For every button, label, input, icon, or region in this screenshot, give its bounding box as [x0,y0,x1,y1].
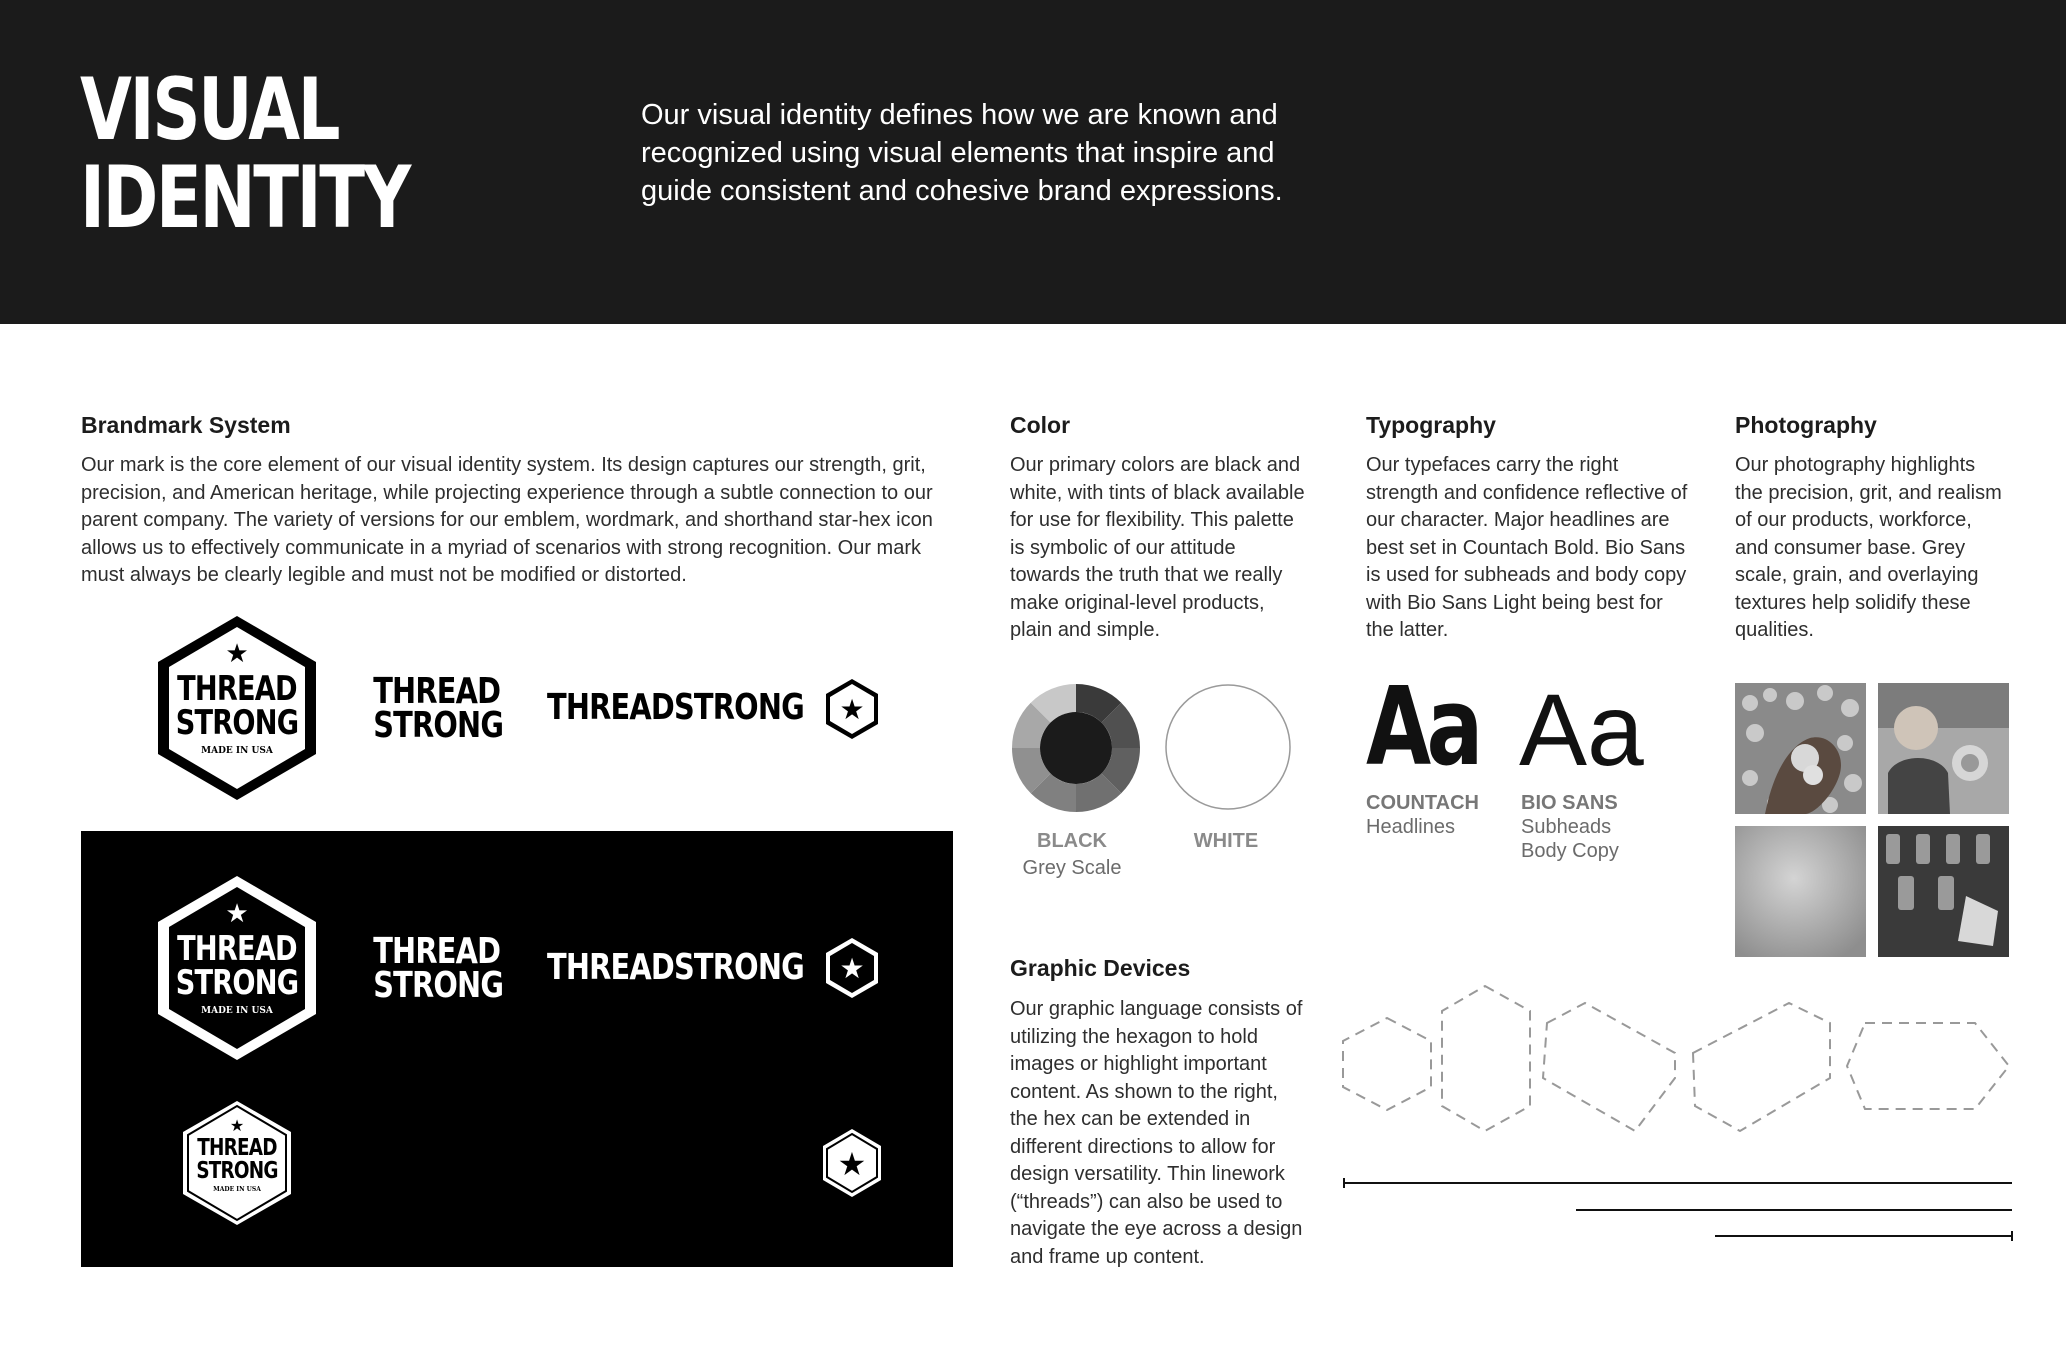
photography-body: Our photography highlights the precision, grit, and realism of our products, workforce, and consumer base. Grey scale, grain, and overlaying textures help solidify these qualities. [1735,454,2002,641]
horizontal-wordmark: THREADSTRONG [547,687,804,728]
emblem-line-1: THREAD [177,929,297,969]
star-hex-badge-icon [820,1127,884,1199]
black-swatch-label [1007,830,1137,880]
brandmark-body: Our mark is the core element of our visual identity system. Its design captures our strength, grit, precision, and American heritage, while projecting experience through a subtle connection to our parent company. The variety of versions for our emblem, wordmark, and shorthand star-hex icon allows us to effectively communicate in a myriad of scenarios with strong recognition. Our mark must always be clearly legible and must not be modified or distorted. [81,454,933,586]
bio-sans-use-2: Body Copy [1521,840,1619,862]
photo-bolts [1878,826,2009,957]
title-line-2: IDENTITY [80,148,409,248]
emblem-line-1: THREAD [197,1135,277,1161]
typography-heading: Typography [1366,412,1496,438]
stacked-line-2: STRONG [373,965,504,1006]
title-line-1: VISUAL [80,60,339,160]
emblem-line-1: THREAD [177,669,297,709]
stacked-line-1: THREAD [373,931,501,972]
countach-sample: Aa [1366,665,1479,790]
hexagon-horizontal [1847,1023,2009,1109]
bio-sans-name: BIO SANS [1521,792,1618,814]
svg-text:★: ★ [837,1145,867,1183]
photography-heading: Photography [1735,412,1877,438]
emblem-line-2: STRONG [175,703,299,743]
emblem-wordmark-reversed [169,929,305,1003]
stacked-wordmark [373,671,504,746]
photo-worker [1878,683,2009,814]
emblem-tagline-reversed: MADE IN USA [201,1006,273,1016]
svg-text:★: ★ [229,1116,245,1135]
page-title [80,60,409,248]
countach-name: COUNTACH [1366,792,1479,814]
bio-sans-use-1: Subheads [1521,816,1612,838]
color-body: Our primary colors are black and white, with tints of black available for use for flexibility. This palette is symbolic of our attitude towards the truth that we really make original-level products, plain and simple. [1010,454,1305,641]
horizontal-wordmark-reversed: THREADSTRONG [547,947,804,988]
svg-text:★: ★ [839,952,865,985]
hexagon-regular [1343,1018,1431,1110]
star-icon: ★ [225,639,249,669]
graphic-devices-body: Our graphic language consists of utilizing the hexagon to hold images or highlight important content. As shown to the right, the hex can be extended in different directions to allow for design versatility. Thin linework (“threads”) can also be used to navigate the eye across a design and frame up content. [1010,998,1303,1268]
black-swatch-sub: Grey Scale [1022,857,1122,879]
stacked-line-2: STRONG [373,705,504,746]
emblem-line-2: STRONG [175,963,299,1003]
black-swatch [1008,680,1144,816]
photo-texture [1735,826,1866,957]
graphic-devices-heading: Graphic Devices [1010,955,1191,981]
hexagon-wide-right [1543,1003,1675,1131]
bio-sans-label [1521,792,1619,863]
star-icon: ★ [225,899,249,929]
typography-body: Our typefaces carry the right strength and confidence reflective of our character. Major headlines are best set in Countach Bold. Bio Sans is used for subheads and body copy with Bio Sans Light being best for the latter. [1366,454,1688,641]
intro-text: Our visual identity defines how we are known and recognized using visual elements that inspire and guide consistent and cohesive brand expressions. [641,99,1283,207]
header-band [0,0,2066,324]
white-swatch [1163,682,1293,812]
white-swatch-name: WHITE [1193,830,1259,852]
black-core [1040,712,1112,784]
photo-hands-parts [1735,683,1866,814]
emblem-wordmark [169,669,305,743]
hexagon-variations [1335,978,2015,1158]
emblem-badge-tagline: MADE IN USA [213,1186,261,1193]
svg-text:★: ★ [839,693,865,726]
white-swatch-label [1161,830,1291,853]
color-heading: Color [1010,412,1071,438]
star-hex-icon-reversed [824,936,880,1000]
stacked-wordmark-reversed [373,931,504,1006]
emblem-tagline: MADE IN USA [201,746,273,756]
bio-sans-sample: Aa [1519,673,1644,787]
countach-use: Headlines [1366,816,1455,838]
hexagon-wide-left [1693,1003,1830,1131]
brandmark-heading: Brandmark System [81,412,291,438]
emblem-line-2: STRONG [196,1158,278,1184]
stacked-line-1: THREAD [373,671,501,712]
star-hex-icon [824,677,880,741]
black-swatch-name: BLACK [1037,830,1107,852]
thread-lines [1340,1175,2016,1245]
hexagon-tall [1442,986,1530,1131]
countach-label [1366,792,1479,839]
emblem-badge-wordmark [191,1137,282,1183]
